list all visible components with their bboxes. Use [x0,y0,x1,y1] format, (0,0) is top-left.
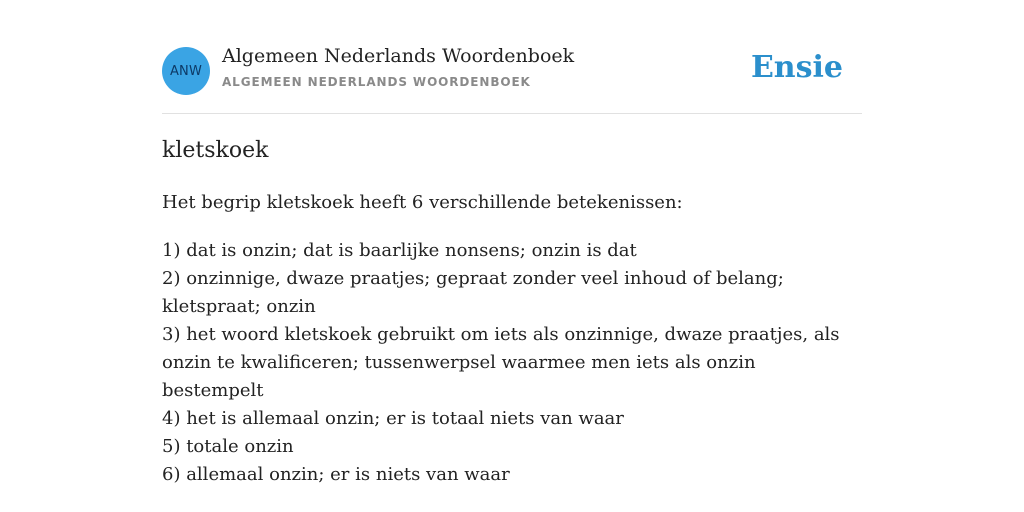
meaning-item: 6) allemaal onzin; er is niets van waar [162,464,510,485]
definition-card [162,0,862,485]
source-subtitle: ALGEMEEN NEDERLANDS WOORDENBOEK [222,75,531,89]
source-title[interactable]: Algemeen Nederlands Woordenboek [222,45,575,67]
meaning-item: 4) het is allemaal onzin; er is totaal niets van waar [162,408,624,429]
ensie-brand-logo[interactable]: Ensie [750,50,843,85]
meaning-item: 2) onzinnige, dwaze praatjes; gepraat zonder veel inhoud of belang; kletspraat; onzin [162,268,784,317]
meanings-list [162,237,862,489]
term-heading: kletskoek [162,138,269,163]
meaning-item: 3) het woord kletskoek gebruikt om iets als onzinnige, dwaze praatjes, als onzin te kwalificeren; tussenwerpsel waarmee men iets als onzin bestempelt [162,324,840,401]
meaning-item: 5) totale onzin [162,436,294,457]
intro-text: Het begrip kletskoek heeft 6 verschillende betekenissen: [162,192,683,213]
header [162,0,862,114]
meaning-item: 1) dat is onzin; dat is baarlijke nonsens; onzin is dat [162,240,637,261]
anw-logo-text: ANW [169,63,203,79]
anw-logo[interactable] [162,47,210,95]
